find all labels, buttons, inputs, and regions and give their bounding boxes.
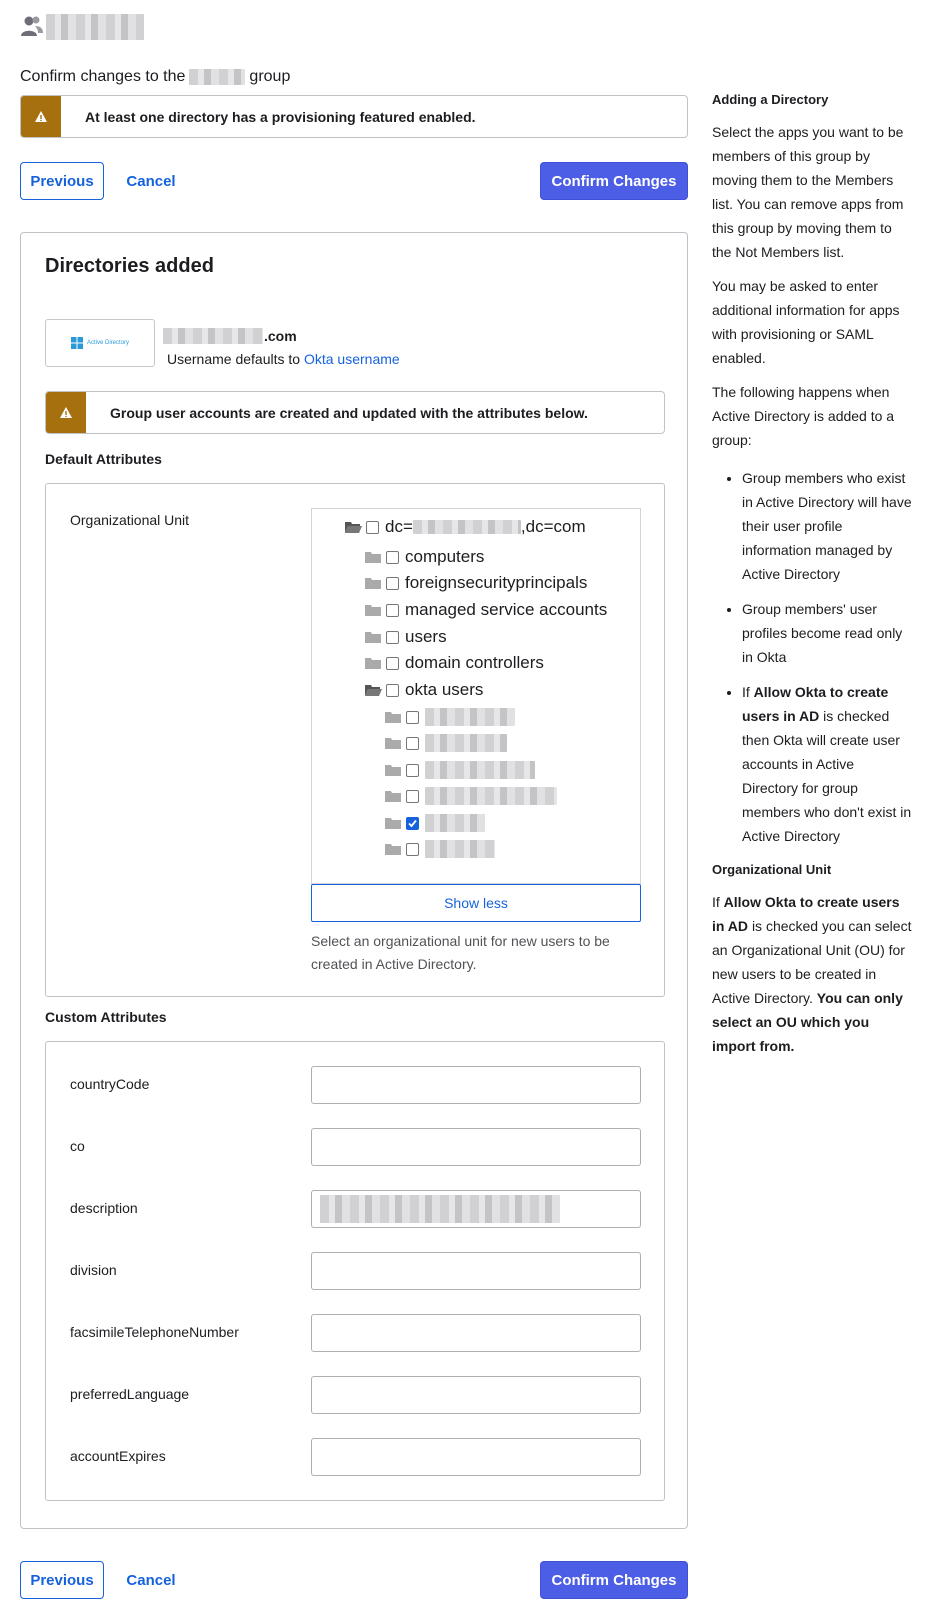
okta-username-link[interactable]: Okta username: [303, 351, 400, 367]
accountexpires-input[interactable]: [311, 1438, 641, 1476]
group-icon: [20, 14, 44, 38]
folder-icon: [364, 576, 382, 590]
help-paragraph: You may be asked to enter additional information for apps with provisioning or SAML enabled.: [712, 278, 900, 366]
tree-checkbox[interactable]: [406, 737, 419, 750]
tree-node-root[interactable]: [344, 516, 586, 538]
tree-node-child[interactable]: [384, 759, 535, 781]
ou-name-redacted: [425, 708, 515, 726]
tree-node-child[interactable]: [384, 732, 507, 754]
domain-redacted: [163, 328, 263, 344]
preferredlanguage-input[interactable]: [311, 1376, 641, 1414]
previous-button[interactable]: Previous: [20, 162, 104, 200]
tree-checkbox[interactable]: [386, 551, 399, 564]
tree-node-foreignsecurityprincipals[interactable]: [364, 572, 587, 594]
domain-suffix: .com: [264, 328, 297, 344]
tree-checkbox[interactable]: [406, 764, 419, 777]
co-input[interactable]: [311, 1128, 641, 1166]
tree-checkbox[interactable]: [366, 521, 379, 534]
description-input[interactable]: [311, 1190, 641, 1228]
ou-name-redacted: [425, 761, 535, 779]
provisioning-alert-text: At least one directory has a provisioning featured enabled.: [85, 108, 476, 125]
ou-name-redacted: [425, 787, 557, 805]
folder-icon: [364, 550, 382, 564]
adding-directory-heading: Adding a Directory: [712, 92, 829, 107]
field-label-description: description: [70, 1200, 138, 1216]
confirm-title-prefix: Confirm changes to the: [20, 68, 186, 85]
tree-node-child[interactable]: [384, 706, 515, 728]
tree-label: foreignsecurityprincipals: [405, 573, 588, 592]
folder-icon: [364, 656, 382, 670]
description-value-redacted: [320, 1195, 560, 1223]
active-directory-logo: [45, 319, 155, 367]
tree-node-computers[interactable]: [364, 546, 484, 568]
help-list-item: [742, 680, 912, 848]
help-bold-text: You can only select an OU which you import from.: [712, 990, 903, 1054]
tree-checkbox[interactable]: [406, 843, 419, 856]
help-paragraph: The following happens when Active Directory is added to a group:: [712, 384, 895, 448]
card-title: Directories added: [45, 255, 214, 277]
tree-node-okta-users[interactable]: [364, 679, 483, 701]
tree-label: computers: [405, 547, 485, 566]
tree-label: domain controllers: [405, 653, 544, 672]
field-label-division: division: [70, 1262, 117, 1278]
ou-help-paragraph: [712, 890, 912, 1058]
ou-help-text: Select an organizational unit for new users to be created in Active Directory.: [311, 933, 610, 972]
confirm-changes-button-bottom[interactable]: Confirm Changes: [540, 1561, 688, 1599]
folder-icon: [384, 842, 402, 856]
confirm-title-suffix: group: [249, 68, 291, 85]
help-sidebar: [712, 90, 912, 1068]
windows-icon: [71, 337, 83, 349]
field-label-co: co: [70, 1138, 85, 1154]
help-list-item: • Group members' user profiles become read only in Okta: [742, 597, 912, 669]
tree-checkbox[interactable]: [406, 790, 419, 803]
help-list-item: • Group members who exist in Active Directory will have their user profile information managed by Active Directory: [742, 466, 912, 586]
tree-node-domain-controllers[interactable]: [364, 652, 544, 674]
group-accounts-alert-text: Group user accounts are created and updated with the attributes below.: [110, 404, 588, 421]
ou-name-redacted: [425, 840, 495, 858]
warning-icon: [46, 392, 86, 433]
tree-node-child-selected[interactable]: [384, 812, 485, 834]
folder-icon: [364, 630, 382, 644]
logo-text: Active Directory: [86, 340, 129, 346]
tree-label: users: [405, 627, 447, 646]
checkmark-icon: [407, 818, 418, 829]
tree-node-users[interactable]: [364, 626, 447, 648]
ou-tree[interactable]: [311, 508, 641, 884]
folder-open-icon: [364, 683, 382, 697]
directory-domain: [163, 328, 297, 344]
help-bold-text: Allow Okta to create users in AD: [742, 684, 889, 724]
folder-icon: [364, 603, 382, 617]
folder-icon: [384, 736, 402, 750]
help-list: [712, 466, 912, 848]
confirm-changes-button[interactable]: Confirm Changes: [540, 162, 688, 200]
field-label-facsimileTelephoneNumber: facsimileTelephoneNumber: [70, 1324, 239, 1340]
provisioning-alert: [20, 95, 688, 138]
previous-button-bottom[interactable]: Previous: [20, 1561, 104, 1599]
tree-node-child[interactable]: [384, 838, 495, 860]
tree-label-suffix: ,dc=com: [520, 517, 586, 536]
tree-label: okta users: [405, 680, 484, 699]
folder-icon: [384, 763, 402, 777]
username-default-text: Username defaults to: [167, 351, 301, 367]
cancel-button-bottom[interactable]: Cancel: [126, 1571, 176, 1589]
tree-label: managed service accounts: [405, 600, 608, 619]
facsimiletelephonenumber-input[interactable]: [311, 1314, 641, 1352]
folder-icon: [384, 710, 402, 724]
cancel-button[interactable]: Cancel: [126, 172, 176, 190]
ou-name-redacted: [425, 734, 507, 752]
group-name-redacted: [46, 14, 144, 40]
ou-name-redacted: [425, 814, 485, 832]
help-bold-text: Allow Okta to create users in AD: [712, 894, 900, 934]
tree-checkbox[interactable]: [386, 684, 399, 697]
organizational-unit-label: Organizational Unit: [70, 512, 190, 528]
help-text: is checked then Okta will create user accounts in Active Directory for group members who don't exist in Active Directory: [742, 708, 912, 844]
warning-icon: [21, 96, 61, 137]
ou-help-heading: Organizational Unit: [712, 862, 832, 877]
countrycode-input[interactable]: [311, 1066, 641, 1104]
tree-checkbox[interactable]: [386, 604, 399, 617]
division-input[interactable]: [311, 1252, 641, 1290]
custom-attributes-label: Custom Attributes: [45, 1009, 167, 1025]
help-text: If: [712, 894, 720, 910]
confirm-changes-title: [20, 68, 290, 86]
show-less-button[interactable]: Show less: [311, 884, 641, 922]
group-name-inline-redacted: [189, 69, 245, 85]
tree-checkbox-checked[interactable]: [406, 817, 419, 830]
tree-checkbox[interactable]: [386, 577, 399, 590]
help-paragraph: Select the apps you want to be members of this group by moving them to the Members list. You can remove apps from this group by moving them to the Not Members list.: [712, 124, 904, 260]
dc-redacted: [413, 520, 521, 534]
directories-card: [20, 232, 688, 1529]
field-label-preferredLanguage: preferredLanguage: [70, 1386, 190, 1402]
tree-node-managed-service-accounts[interactable]: [364, 599, 607, 621]
help-text: is checked you can select an Organizational Unit (OU) for new users to be created in Active Directory.: [712, 918, 912, 1006]
custom-attributes-box: [45, 1041, 665, 1501]
tree-node-child[interactable]: [384, 785, 557, 807]
folder-icon: [384, 789, 402, 803]
tree-checkbox[interactable]: [386, 631, 399, 644]
tree-checkbox[interactable]: [386, 657, 399, 670]
tree-checkbox[interactable]: [406, 711, 419, 724]
default-attributes-box: [45, 483, 665, 997]
tree-label: dc=: [385, 517, 413, 536]
group-accounts-alert: [45, 391, 665, 434]
default-attributes-label: Default Attributes: [45, 451, 162, 467]
folder-open-icon: [344, 520, 362, 534]
field-label-countryCode: countryCode: [70, 1076, 150, 1092]
help-text: If: [742, 684, 750, 700]
username-default: [167, 351, 400, 367]
folder-icon: [384, 816, 402, 830]
field-label-accountExpires: accountExpires: [70, 1448, 166, 1464]
